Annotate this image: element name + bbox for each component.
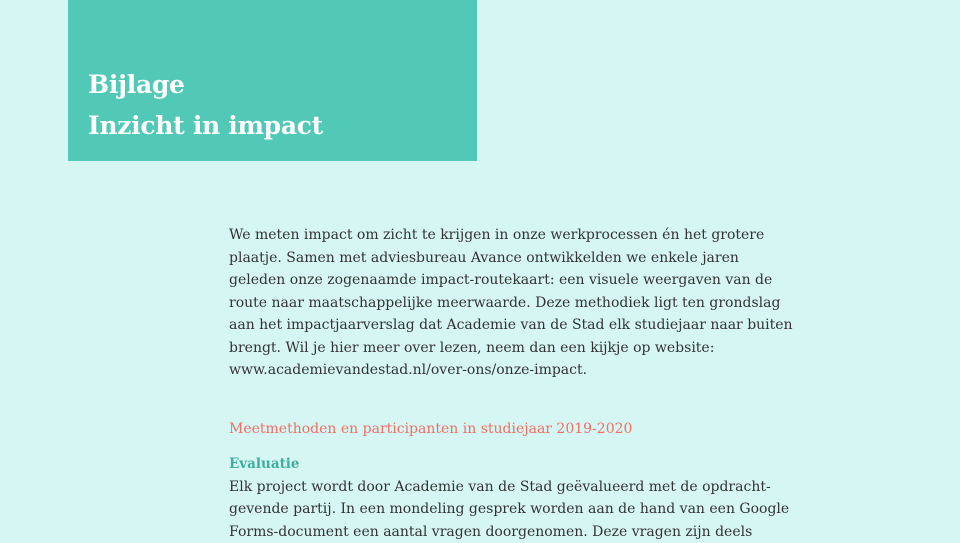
evaluation-line: Elk project wordt door Academie van de Stad geëvalueerd met de opdracht-	[229, 476, 769, 499]
intro-line: plaatje. Samen met adviesbureau Avance ontwikkelden we enkele jaren	[229, 247, 769, 270]
page-title-line-2: Inzicht in impact	[88, 105, 323, 146]
intro-paragraph	[229, 224, 769, 382]
evaluation-subheading: Evaluatie	[229, 453, 769, 476]
intro-line: brengt. Wil je hier meer over lezen, neem dan een kijkje op website:	[229, 337, 769, 360]
intro-line: geleden onze zogenaamde impact-routekaart: een visuele weergaven van de	[229, 269, 769, 292]
intro-line-website: www.academievandestad.nl/over-ons/onze-impact.	[229, 359, 769, 382]
title-banner	[68, 0, 477, 161]
intro-line: route naar maatschappelijke meerwaarde. Deze methodiek ligt ten grondslag	[229, 292, 769, 315]
evaluation-line: Forms-document een aantal vragen doorgenomen. Deze vragen zijn deels	[229, 521, 769, 543]
page-title	[88, 64, 323, 146]
evaluation-paragraph	[229, 476, 769, 543]
intro-line: aan het impactjaarverslag dat Academie van de Stad elk studiejaar naar buiten	[229, 314, 769, 337]
section-heading: Meetmethoden en participanten in studiejaar 2019-2020	[229, 418, 769, 441]
evaluation-line: gevende partij. In een mondeling gesprek worden aan de hand van een Google	[229, 498, 769, 521]
main-content	[229, 224, 769, 543]
intro-line: We meten impact om zicht te krijgen in onze werkprocessen én het grotere	[229, 224, 769, 247]
page-title-line-1: Bijlage	[88, 64, 323, 105]
